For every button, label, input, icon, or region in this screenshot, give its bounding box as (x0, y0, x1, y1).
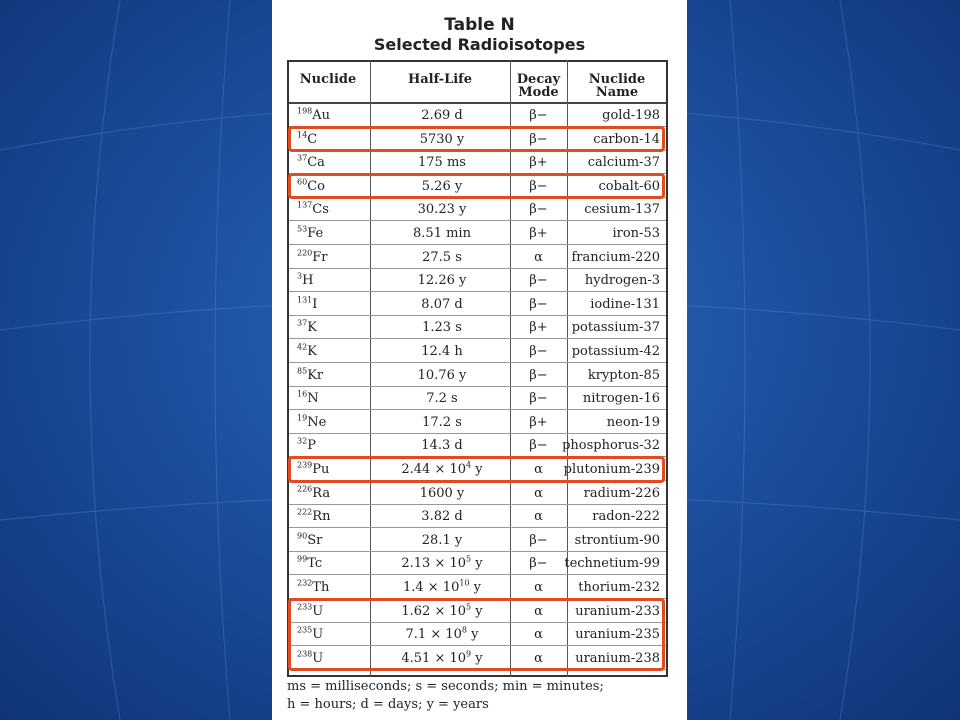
half-life-value: 10.76 y (417, 367, 467, 383)
table-row (289, 104, 666, 127)
nuclide-symbol: $^{226}$Ra (297, 484, 331, 501)
decay-mode: β− (529, 178, 548, 194)
mass-number: 19 (297, 413, 308, 423)
nuclide-name: hydrogen-3 (584, 273, 660, 289)
mass-number: 198 (297, 106, 313, 116)
half-life-value: $1.4 \times 10^{10}$ y (402, 578, 482, 595)
nuclide-name: cesium-137 (584, 202, 660, 218)
nuclide-symbol: $^{37}$Ca (297, 153, 325, 171)
table-row (289, 151, 666, 174)
half-life-value: $7.1 \times 10^8$ y (405, 625, 479, 643)
nuclide-symbol: $^{233}$U (297, 602, 324, 619)
table-row (289, 175, 666, 198)
half-life-value: 12.4 h (421, 344, 463, 359)
nuclide-symbol: $^{232}$Th (297, 578, 330, 595)
table-row (289, 434, 666, 457)
nuclide-symbol: $^{137}$Cs (297, 201, 329, 218)
mass-number: 37 (297, 153, 308, 163)
mass-number: 42 (297, 342, 308, 352)
table-row (289, 293, 666, 316)
header-name-line1: Nuclide (588, 72, 646, 87)
decay-mode: β− (529, 108, 548, 123)
half-life-value: 12.26 y (417, 273, 467, 289)
decay-mode: α (534, 627, 543, 643)
nuclide-symbol: $^{90}$Sr (297, 531, 323, 548)
table-row (289, 458, 666, 481)
decay-mode: β+ (529, 226, 548, 241)
decay-mode: β+ (529, 414, 548, 430)
decay-mode: β− (529, 296, 548, 312)
footnote-line-1: ms = milliseconds; s = seconds; min = minutes; (287, 679, 604, 694)
half-life-value: 1600 y (419, 485, 465, 501)
mass-number: 32 (297, 437, 308, 447)
mass-number: 222 (297, 507, 313, 517)
decay-mode: β− (529, 344, 548, 359)
table-row (289, 552, 666, 575)
half-life-value: 1.23 s (422, 320, 462, 336)
mass-number: 226 (297, 484, 313, 494)
decay-mode: α (534, 650, 543, 666)
half-life-exponent: 9 (466, 649, 472, 659)
decay-mode: α (534, 462, 543, 477)
table-row (289, 340, 666, 363)
nuclide-symbol: $^{99}$Tc (297, 555, 323, 572)
half-life-exponent: 4 (466, 460, 472, 470)
half-life-value: $2.44 \times 10^4$ y (401, 460, 483, 477)
nuclide-name: iron-53 (612, 226, 660, 241)
half-life-value: 28.1 y (421, 532, 463, 548)
nuclide-name: calcium-37 (587, 155, 660, 171)
nuclide-name: radon-222 (592, 509, 660, 525)
nuclide-name: uranium-238 (575, 650, 660, 666)
decay-mode: β− (529, 131, 548, 147)
half-life-value: 175 ms (418, 155, 466, 171)
nuclide-name: thorium-232 (578, 580, 660, 595)
half-life-value: $4.51 \times 10^9$ y (401, 649, 483, 666)
decay-mode: β+ (529, 155, 548, 171)
nuclide-name: potassium-42 (571, 344, 660, 359)
table-row (289, 623, 666, 646)
decay-mode: α (534, 485, 543, 501)
half-life-value: 8.51 min (413, 226, 471, 241)
half-life-exponent: 10 (459, 578, 470, 588)
decay-mode: β− (529, 438, 548, 454)
mass-number: 232 (297, 578, 313, 588)
nuclide-symbol: $^{222}$Rn (297, 507, 331, 525)
table-row (289, 198, 666, 221)
nuclide-symbol: $^{19}$Ne (297, 413, 327, 430)
nuclide-name: phosphorus-32 (562, 438, 660, 454)
nuclide-symbol: $^{60}$Co (297, 177, 325, 194)
mass-number: 53 (297, 224, 308, 234)
mass-number: 235 (297, 625, 313, 635)
table-subtitle: Selected Radioisotopes (373, 35, 586, 54)
half-life-value: 30.23 y (417, 202, 467, 218)
mass-number: 238 (297, 649, 313, 659)
mass-number: 220 (297, 248, 313, 258)
table-row (289, 316, 666, 339)
half-life-value: 7.2 s (426, 391, 458, 407)
mass-number: 99 (297, 555, 308, 565)
nuclide-name: gold-198 (602, 108, 660, 123)
nuclide-name: cobalt-60 (598, 178, 660, 194)
nuclide-name: strontium-90 (574, 532, 660, 548)
half-life-value: 8.07 d (421, 296, 463, 312)
decay-mode: β+ (529, 320, 548, 336)
nuclide-name: technetium-99 (564, 556, 660, 572)
nuclide-symbol: $^{14}$C (297, 130, 318, 147)
table-row (289, 128, 666, 151)
decay-mode: α (534, 249, 543, 265)
nuclide-symbol: $^3$H (297, 271, 314, 289)
mass-number: 60 (297, 177, 308, 187)
table-row (289, 222, 666, 245)
mass-number: 85 (297, 366, 308, 376)
table-title: Table N (444, 15, 515, 35)
table-row (289, 647, 666, 670)
decay-mode: α (534, 509, 543, 525)
nuclide-name: potassium-37 (571, 320, 660, 336)
half-life-value: 3.82 d (421, 509, 463, 525)
nuclide-name: uranium-235 (575, 627, 660, 643)
nuclide-name: neon-19 (606, 414, 660, 430)
nuclide-symbol: $^{53}$Fe (297, 224, 324, 241)
nuclide-name: uranium-233 (575, 603, 660, 619)
half-life-exponent: 5 (466, 602, 472, 612)
half-life-exponent: 8 (461, 625, 467, 635)
mass-number: 14 (297, 130, 308, 140)
nuclide-name: krypton-85 (587, 367, 660, 383)
nuclide-symbol: $^{37}$K (297, 319, 317, 336)
decay-mode: α (534, 603, 543, 619)
nuclide-name: plutonium-239 (563, 462, 660, 477)
table-row (289, 529, 666, 552)
nuclide-symbol: $^{239}$Pu (297, 460, 330, 477)
mass-number: 137 (297, 201, 313, 211)
half-life-value: 27.5 s (422, 249, 462, 265)
decay-mode: α (534, 580, 543, 595)
decay-mode: β− (529, 532, 548, 548)
table-row (289, 482, 666, 505)
nuclide-symbol: $^{85}$Kr (297, 366, 324, 383)
table-row (289, 411, 666, 434)
nuclide-name: carbon-14 (593, 131, 660, 147)
half-life-exponent: 5 (466, 555, 472, 565)
mass-number: 131 (297, 295, 313, 305)
half-life-value: 2.69 d (421, 108, 463, 123)
table-row (289, 387, 666, 410)
nuclide-symbol: $^{42}$K (297, 342, 317, 359)
half-life-value: 14.3 d (421, 438, 463, 454)
footnote-line-2: h = hours; d = days; y = years (287, 697, 489, 712)
table-row (289, 364, 666, 387)
nuclide-name: francium-220 (571, 249, 660, 265)
nuclide-symbol: $^{220}$Fr (297, 248, 328, 265)
nuclide-name: iodine-131 (590, 296, 660, 312)
nuclide-symbol: $^{235}$U (297, 625, 324, 643)
mass-number: 16 (297, 389, 308, 399)
half-life-value: $1.62 \times 10^5$ y (401, 602, 483, 619)
table-row (289, 246, 666, 269)
half-life-value: $2.13 \times 10^5$ y (401, 555, 483, 572)
nuclide-symbol: $^{32}$P (297, 437, 316, 454)
header-decay-line2: Mode (518, 85, 559, 100)
mass-number: 37 (297, 319, 308, 329)
mass-number: 90 (297, 531, 308, 541)
half-life-value: 5.26 y (421, 178, 463, 194)
header-decay-line1: Decay (516, 72, 561, 87)
table-row (289, 576, 666, 599)
nuclide-symbol: $^{238}$U (297, 649, 324, 666)
half-life-value: 17.2 s (422, 414, 462, 430)
header-half-life: Half-Life (407, 72, 473, 87)
table-row (289, 600, 666, 623)
decay-mode: β− (529, 202, 548, 218)
nuclide-name: nitrogen-16 (582, 391, 660, 407)
mass-number: 3 (297, 271, 303, 281)
half-life-value: 5730 y (419, 131, 465, 147)
nuclide-symbol: $^{16}$N (297, 389, 319, 407)
mass-number: 233 (297, 602, 313, 612)
table-row (289, 505, 666, 528)
nuclide-symbol: $^{131}$I (297, 295, 318, 312)
nuclide-name: radium-226 (583, 485, 660, 501)
header-nuclide: Nuclide (299, 72, 357, 87)
decay-mode: β− (529, 556, 548, 572)
decay-mode: β− (529, 273, 548, 289)
decay-mode: β− (529, 391, 548, 407)
header-name-line2: Name (595, 85, 639, 100)
decay-mode: β− (529, 367, 548, 383)
nuclide-symbol: $^{198}$Au (297, 106, 331, 123)
table-row (289, 269, 666, 292)
mass-number: 239 (297, 460, 313, 470)
